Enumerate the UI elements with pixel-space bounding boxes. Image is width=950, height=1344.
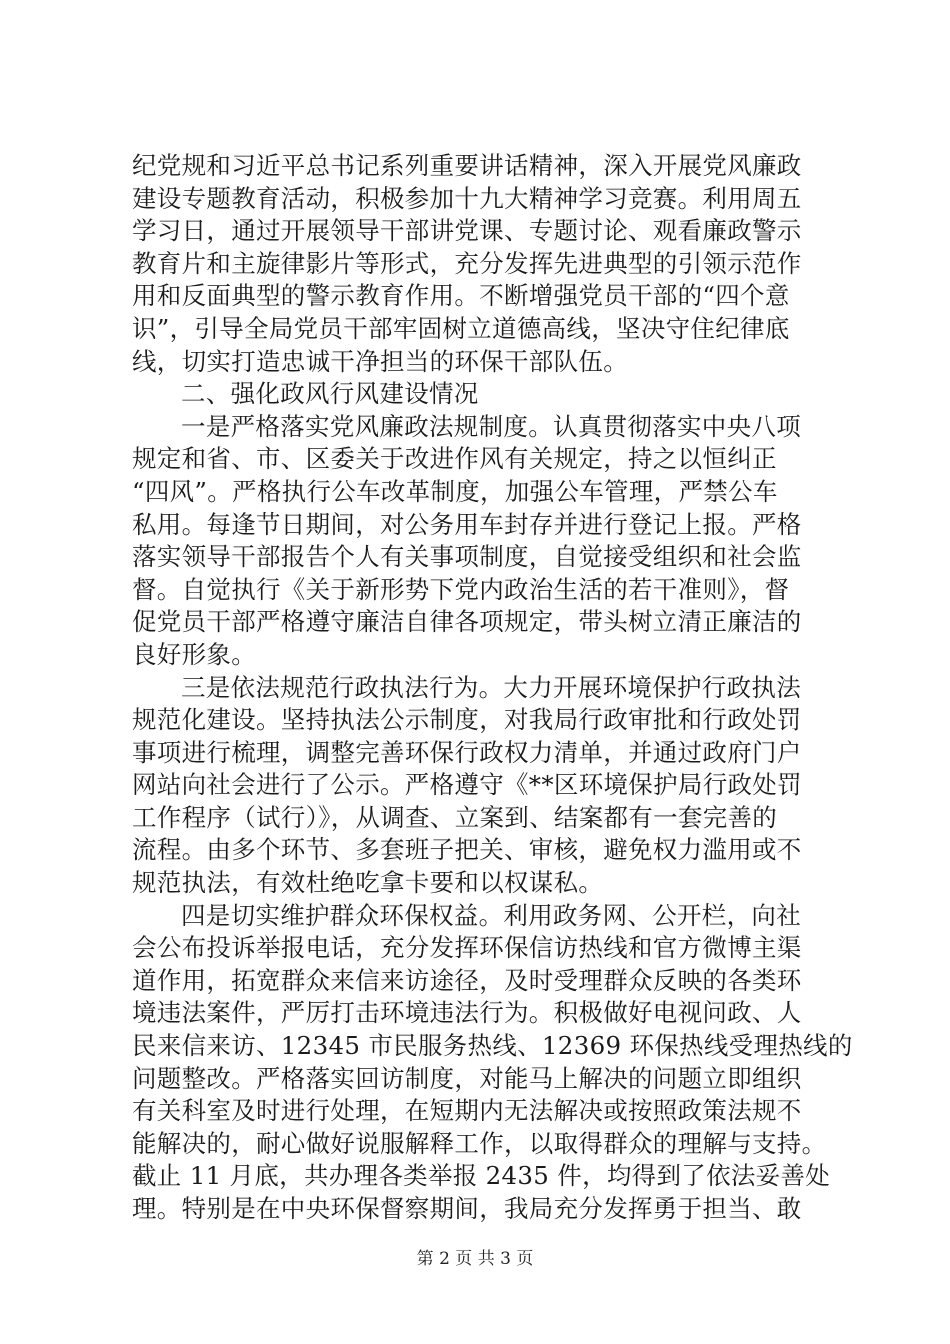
text-line: 规范化建设。坚持执法公示制度，对我局行政审批和行政处罚: [132, 705, 802, 735]
text-line: 一是严格落实党风廉政法规制度。认真贯彻落实中央八项: [181, 411, 801, 441]
text-line: 识”，引导全局党员干部牢固树立道德高线，坚决守住纪律底: [132, 313, 790, 343]
text-line: 四是切实维护群众环保权益。利用政务网、公开栏，向社: [181, 900, 801, 930]
text-line: 能解决的，耐心做好说服解释工作，以取得群众的理解与支持。: [132, 1128, 827, 1158]
text-line: 网站向社会进行了公示。严格遵守《**区环境保护局行政处罚: [132, 770, 802, 800]
text-line: 理。特别是在中央环保督察期间，我局充分发挥勇于担当、敢: [132, 1194, 802, 1223]
text-line: 道作用，拓宽群众来信来访途径，及时受理群众反映的各类环: [132, 965, 802, 995]
page-footer: 第 2 页 共 3 页: [416, 1249, 534, 1269]
text-line: 建设专题教育活动，积极参加十九大精神学习竞赛。利用周五: [132, 183, 802, 213]
text-line: 线，切实打造忠诚干净担当的环保干部队伍。: [132, 346, 628, 376]
text-line: 会公布投诉举报电话，充分发挥环保信访热线和官方微博主渠: [132, 933, 802, 963]
text-line: 私用。每逢节日期间，对公务用车封存并进行登记上报。严格: [132, 509, 802, 539]
text-line: 用和反面典型的警示教育作用。不断增强党员干部的“四个意: [132, 281, 790, 311]
text-line: 规定和省、市、区委关于改进作风有关规定，持之以恒纠正: [132, 444, 777, 474]
text-line: 学习日，通过开展领导干部讲党课、专题讨论、观看廉政警示: [132, 216, 802, 246]
text-line: 良好形象。: [132, 639, 256, 669]
text-line: “四风”。严格执行公车改革制度，加强公车管理，严禁公车: [132, 476, 778, 506]
document-body: [132, 150, 853, 1226]
text-line: 工作程序（试行）》，从调查、立案到、结案都有一套完善的: [132, 802, 778, 832]
text-line: 境违法案件，严厉打击环境违法行为。积极做好电视问政、人: [132, 998, 802, 1028]
text-line: 流程。由多个环节、多套班子把关、审核，避免权力滥用或不: [132, 835, 802, 865]
text-line: 二、强化政风行风建设情况: [181, 379, 479, 409]
text-line: 事项进行梳理，调整完善环保行政权力清单，并通过政府门户: [132, 737, 802, 767]
text-line: 问题整改。严格落实回访制度，对能马上解决的问题立即组织: [132, 1063, 802, 1093]
text-line: 纪党规和习近平总书记系列重要讲话精神，深入开展党风廉政: [132, 151, 802, 180]
text-line: 截止 11 月底，共办理各类举报 2435 件，均得到了依法妥善处: [132, 1161, 831, 1191]
text-line: 教育片和主旋律影片等形式，充分发挥先进典型的引领示范作: [132, 248, 802, 278]
text-line: 三是依法规范行政执法行为。大力开展环境保护行政执法: [181, 672, 801, 702]
text-line: 促党员干部严格遵守廉洁自律各项规定，带头树立清正廉洁的: [132, 607, 802, 637]
text-line: 规范执法，有效杜绝吃拿卡要和以权谋私。: [132, 868, 604, 898]
text-line: 落实领导干部报告个人有关事项制度，自觉接受组织和社会监: [132, 542, 802, 572]
text-line: 督。自觉执行《关于新形势下党内政治生活的若干准则》，督: [132, 574, 790, 604]
text-line: 有关科室及时进行处理，在短期内无法解决或按照政策法规不: [132, 1096, 802, 1126]
text-line: 民来信来访、12345 市民服务热线、12369 环保热线受理热线的: [132, 1031, 853, 1061]
